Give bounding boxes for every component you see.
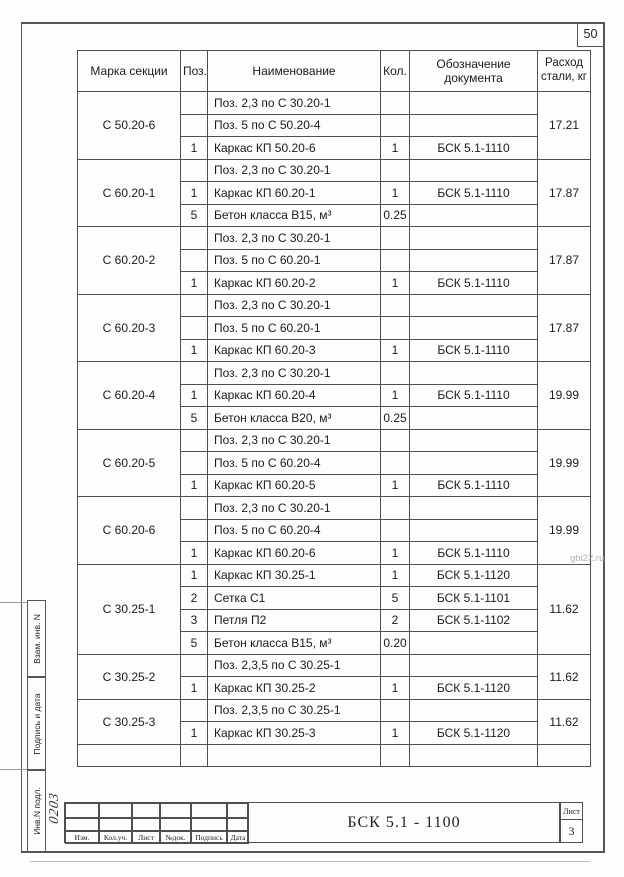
cell-steel-consumption: 17.87 [538, 294, 591, 362]
cell-position: 2 [181, 587, 208, 610]
cell-quantity [381, 429, 410, 452]
cell-position: 1 [181, 339, 208, 362]
cell-position [181, 452, 208, 475]
cell-name: Каркас КП 60.20-3 [208, 339, 381, 362]
cell-name: Каркас КП 60.20-4 [208, 384, 381, 407]
cell-section-mark: С 30.25-3 [78, 699, 181, 744]
cell-quantity [381, 452, 410, 475]
frame-left-line [21, 22, 22, 852]
sidebar-cell-vzam-inv [27, 600, 46, 677]
cell-document [410, 699, 538, 722]
handwritten-inventory-number: 0203 [46, 791, 61, 825]
cell-name: Поз. 5 по С 60.20-1 [208, 249, 381, 272]
cell-name: Каркас КП 60.20-6 [208, 542, 381, 565]
cell-steel-consumption: 11.62 [538, 654, 591, 699]
table-row [78, 429, 591, 452]
cell-quantity: 5 [381, 587, 410, 610]
cell-quantity [381, 249, 410, 272]
cell-section-mark: С 60.20-6 [78, 497, 181, 565]
table-row [78, 744, 591, 767]
titleblock-empty-cell [99, 818, 132, 831]
cell-section-mark: С 30.25-2 [78, 654, 181, 699]
table-row [78, 497, 591, 520]
table-row [78, 654, 591, 677]
cell-position: 1 [181, 542, 208, 565]
cell-document [410, 429, 538, 452]
header-document: Обозначение документа [410, 51, 538, 92]
cell-document: БСК 5.1-1120 [410, 677, 538, 700]
cell-steel-consumption: 19.99 [538, 429, 591, 497]
cell-quantity: 1 [381, 339, 410, 362]
pagenum-box-bottom-line [577, 46, 604, 47]
titleblock-column-label: Подпись [191, 831, 227, 844]
cell-name: Поз. 2,3 по С 30.20-1 [208, 227, 381, 250]
cell-name: Петля П2 [208, 609, 381, 632]
sheet-number: 3 [568, 823, 575, 838]
cell-quantity [381, 362, 410, 385]
cell-quantity [381, 497, 410, 520]
sidebar-cell-podpis-data [27, 677, 46, 770]
cell-name: Бетон класса В15, м³ [208, 204, 381, 227]
cell-document [410, 519, 538, 542]
table-row [78, 294, 591, 317]
cell-quantity [381, 92, 410, 115]
cell-document: БСК 5.1-1110 [410, 542, 538, 565]
cell-document [410, 452, 538, 475]
cell-quantity: 1 [381, 272, 410, 295]
cell-document: БСК 5.1-1110 [410, 137, 538, 160]
cell-position [181, 317, 208, 340]
titleblock-empty-cell [160, 818, 191, 831]
cell-name: Поз. 2,3 по С 30.20-1 [208, 294, 381, 317]
cell-quantity: 0.25 [381, 407, 410, 430]
cell-section-mark: С 60.20-2 [78, 227, 181, 295]
cell-quantity [381, 699, 410, 722]
cell-document [410, 294, 538, 317]
titleblock-empty-cell [65, 803, 99, 818]
titleblock-revision-grid [64, 802, 248, 843]
cell-quantity [381, 114, 410, 137]
cell-name: Поз. 5 по С 50.20-4 [208, 114, 381, 137]
cell-position [181, 227, 208, 250]
cell-name: Сетка С1 [208, 587, 381, 610]
cell-quantity [381, 744, 410, 767]
cell-document: БСК 5.1-1110 [410, 474, 538, 497]
frame-top-line [21, 22, 605, 24]
titleblock-empty-cell [132, 803, 160, 818]
cell-name: Поз. 2,3 по С 30.20-1 [208, 92, 381, 115]
cell-document: БСК 5.1-1120 [410, 722, 538, 745]
titleblock-empty-cell [191, 803, 227, 818]
cell-name [208, 744, 381, 767]
titleblock-sheet-box [560, 802, 583, 843]
frame-right-line [603, 22, 605, 852]
titleblock-column-label: Кол.уч. [99, 831, 132, 844]
margin-stub-line [0, 769, 27, 770]
cell-section-mark: С 60.20-3 [78, 294, 181, 362]
cell-name: Каркас КП 60.20-5 [208, 474, 381, 497]
cell-position [181, 362, 208, 385]
cell-name: Каркас КП 30.25-3 [208, 722, 381, 745]
cell-quantity: 1 [381, 677, 410, 700]
titleblock-empty-cell [132, 818, 160, 831]
cell-position: 1 [181, 384, 208, 407]
cell-section-mark [78, 744, 181, 767]
cell-position: 1 [181, 272, 208, 295]
cell-position [181, 519, 208, 542]
cell-steel-consumption: 19.99 [538, 362, 591, 430]
cell-quantity: 1 [381, 384, 410, 407]
cell-steel-consumption: 17.87 [538, 159, 591, 227]
sidebar-label: Взам. инв. N [31, 613, 42, 664]
cell-name: Каркас КП 30.25-1 [208, 564, 381, 587]
cell-section-mark: С 50.20-6 [78, 92, 181, 160]
titleblock-column-label: Изм. [65, 831, 99, 844]
titleblock-empty-cell [227, 803, 249, 818]
cell-position: 1 [181, 564, 208, 587]
cell-name: Поз. 5 по С 60.20-1 [208, 317, 381, 340]
header-quantity: Кол. [381, 51, 410, 92]
cell-position [181, 654, 208, 677]
cell-document [410, 159, 538, 182]
cell-position: 5 [181, 632, 208, 655]
cell-quantity: 1 [381, 182, 410, 205]
header-steel-consumption: Расход стали, кг [538, 51, 591, 92]
cell-quantity: 1 [381, 722, 410, 745]
cell-section-mark: С 30.25-1 [78, 564, 181, 654]
cell-position [181, 114, 208, 137]
cell-document [410, 114, 538, 137]
cell-name: Поз. 2,3,5 по С 30.25-1 [208, 654, 381, 677]
cell-name: Каркас КП 60.20-2 [208, 272, 381, 295]
cell-position [181, 249, 208, 272]
cell-document [410, 632, 538, 655]
cell-quantity [381, 654, 410, 677]
cell-document: БСК 5.1-1110 [410, 182, 538, 205]
cell-section-mark: С 60.20-4 [78, 362, 181, 430]
cell-position [181, 294, 208, 317]
cell-position: 5 [181, 204, 208, 227]
cell-position [181, 429, 208, 452]
cell-name: Поз. 2,3 по С 30.20-1 [208, 497, 381, 520]
header-section-mark: Марка секции [78, 51, 181, 92]
cell-section-mark: С 60.20-5 [78, 429, 181, 497]
cell-quantity [381, 159, 410, 182]
cell-position: 1 [181, 137, 208, 160]
titleblock-empty-cell [65, 818, 99, 831]
cell-document [410, 227, 538, 250]
cell-steel-consumption: 11.62 [538, 699, 591, 744]
cell-name: Поз. 5 по С 60.20-4 [208, 519, 381, 542]
cell-position: 1 [181, 722, 208, 745]
cell-position: 5 [181, 407, 208, 430]
cell-document: БСК 5.1-1102 [410, 609, 538, 632]
cell-quantity [381, 519, 410, 542]
cell-document: БСК 5.1-1110 [410, 339, 538, 362]
titleblock-empty-cell [227, 818, 249, 831]
sidebar-label: Инв.N подл. [31, 787, 42, 835]
cell-steel-consumption [538, 744, 591, 767]
cell-name: Каркас КП 50.20-6 [208, 137, 381, 160]
titleblock-column-label: Лист [132, 831, 160, 844]
cell-document [410, 204, 538, 227]
titleblock-empty-cell [160, 803, 191, 818]
page-number: 50 [583, 27, 598, 41]
cell-document [410, 362, 538, 385]
cell-document [410, 317, 538, 340]
table-row [78, 564, 591, 587]
cell-document [410, 654, 538, 677]
cell-quantity [381, 294, 410, 317]
cell-name: Поз. 2,3 по С 30.20-1 [208, 362, 381, 385]
cell-name: Каркас КП 30.25-2 [208, 677, 381, 700]
cell-document: БСК 5.1-1101 [410, 587, 538, 610]
cell-position: 3 [181, 609, 208, 632]
cell-document: БСК 5.1-1110 [410, 384, 538, 407]
cell-steel-consumption: 11.62 [538, 564, 591, 654]
cell-name: Бетон класса В20, м³ [208, 407, 381, 430]
cell-name: Поз. 5 по С 60.20-4 [208, 452, 381, 475]
header-name: Наименование [208, 51, 381, 92]
scan-edge-line [30, 861, 590, 862]
sidebar-label: Подпись и дата [31, 692, 42, 755]
cell-document [410, 92, 538, 115]
table-row [78, 362, 591, 385]
cell-section-mark: С 60.20-1 [78, 159, 181, 227]
cell-quantity: 2 [381, 609, 410, 632]
site-watermark: gbi22.ru [570, 553, 605, 564]
cell-document: БСК 5.1-1110 [410, 272, 538, 295]
cell-position [181, 92, 208, 115]
table-row [78, 699, 591, 722]
cell-quantity [381, 227, 410, 250]
cell-quantity: 0.20 [381, 632, 410, 655]
cell-steel-consumption: 19.99 [538, 497, 591, 565]
cell-document [410, 407, 538, 430]
cell-position [181, 699, 208, 722]
titleblock-column-label: №док. [160, 831, 191, 844]
cell-position [181, 497, 208, 520]
table-row [78, 227, 591, 250]
cell-document: БСК 5.1-1120 [410, 564, 538, 587]
cell-position: 1 [181, 677, 208, 700]
sheet-label: Лист [561, 803, 582, 820]
cell-quantity: 0.25 [381, 204, 410, 227]
cell-document [410, 497, 538, 520]
cell-steel-consumption: 17.21 [538, 92, 591, 160]
document-number: БСК 5.1 - 1100 [347, 813, 461, 831]
titleblock-document-box [248, 802, 560, 843]
cell-steel-consumption: 17.87 [538, 227, 591, 295]
table-row [78, 159, 591, 182]
cell-document [410, 249, 538, 272]
cell-quantity [381, 317, 410, 340]
titleblock-empty-cell [99, 803, 132, 818]
titleblock-empty-cell [191, 818, 227, 831]
cell-quantity: 1 [381, 137, 410, 160]
cell-position: 1 [181, 474, 208, 497]
cell-name: Поз. 2,3,5 по С 30.25-1 [208, 699, 381, 722]
cell-name: Бетон класса В15, м³ [208, 632, 381, 655]
cell-name: Поз. 2,3 по С 30.20-1 [208, 159, 381, 182]
cell-name: Поз. 2,3 по С 30.20-1 [208, 429, 381, 452]
cell-position [181, 159, 208, 182]
cell-position [181, 744, 208, 767]
header-position: Поз. [181, 51, 208, 92]
cell-quantity: 1 [381, 564, 410, 587]
margin-stub-line [0, 602, 27, 603]
table-header-row [78, 51, 591, 92]
cell-document [410, 744, 538, 767]
frame-bottom-line [21, 851, 605, 853]
titleblock-column-label: Дата [227, 831, 249, 844]
specification-table [77, 50, 591, 767]
cell-name: Каркас КП 60.20-1 [208, 182, 381, 205]
table-row [78, 92, 591, 115]
cell-quantity: 1 [381, 474, 410, 497]
cell-quantity: 1 [381, 542, 410, 565]
cell-position: 1 [181, 182, 208, 205]
